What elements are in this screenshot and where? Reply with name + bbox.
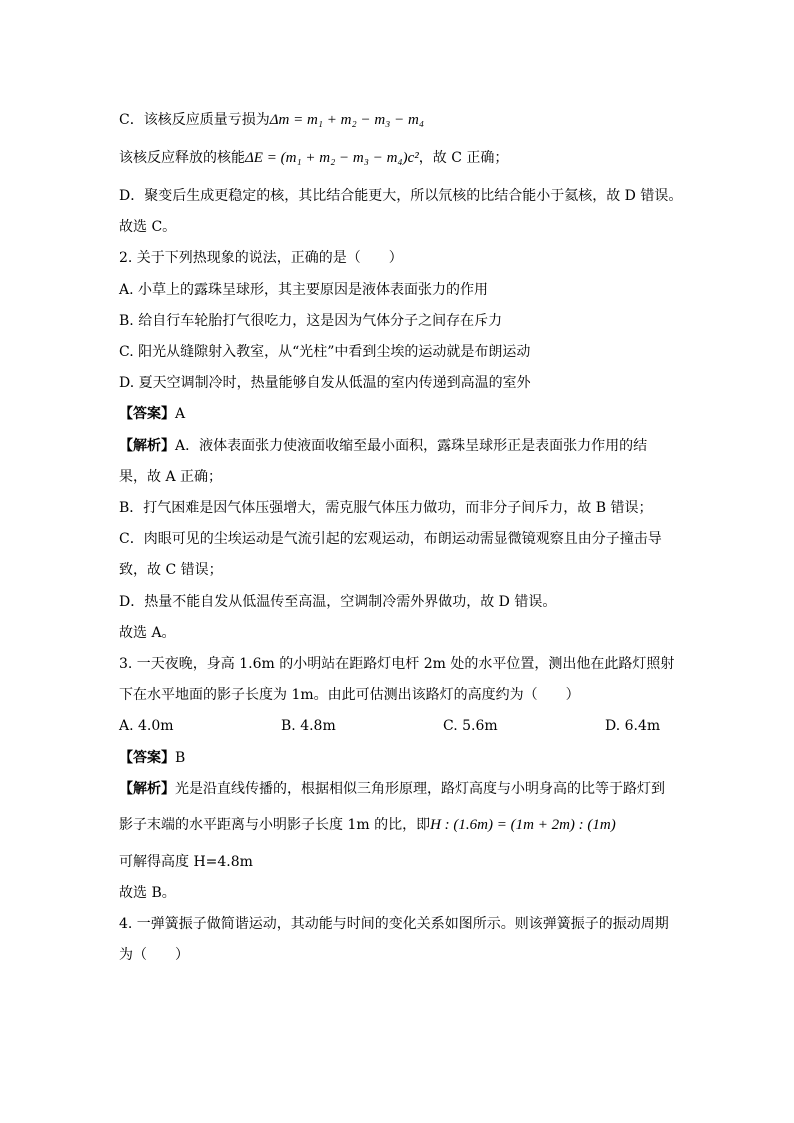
question2-analysis-text-1: A．液体表面张力使液面收缩至最小面积，露珠呈球形正是表面张力作用的结 [175, 438, 648, 454]
question2-analysis-line-6: D．热量不能自发从低温传至高温，空调制冷需外界做功，故 D 错误。 [119, 594, 557, 610]
question3-choice: 故选 B。 [119, 885, 176, 901]
solution1-energy-prefix: 该核反应释放的核能 [119, 150, 245, 166]
question3-option-b: B. 4.8m [281, 718, 336, 734]
question2-analysis-line-4: C．肉眼可见的尘埃运动是气流引起的宏观运动，布朗运动需显微镜观察且由分子撞击导 [119, 531, 662, 547]
question3-option-c: C. 5.6m [443, 718, 498, 734]
solution1-choice: 故选 C。 [119, 219, 177, 235]
question3-analysis-text-1: 光是沿直线传播的，根据相似三角形原理，路灯高度与小明身高的比等于路灯到 [175, 781, 665, 797]
question3-analysis-text-2: 影子末端的水平距离与小明影子长度 1m 的比，即 [119, 817, 431, 833]
question4-stem-line-2: 为（ ） [119, 947, 189, 963]
question2-option-b: B. 给自行车轮胎打气很吃力，这是因为气体分子之间存在斥力 [119, 313, 503, 329]
question3-analysis-label: 【解析】 [119, 781, 175, 797]
question3-analysis-formula: H : (1.6m) = (1m + 2m) : (1m) [430, 817, 616, 833]
question4-stem-line-1: 4. 一弹簧振子做简谐运动，其动能与时间的变化关系如图所示。则该弹簧振子的振动周期 [119, 916, 669, 932]
question3-option-d: D. 6.4m [605, 718, 661, 734]
solution1-c-text: C．该核反应质量亏损为 [119, 112, 270, 128]
solution1-energy-formula: ΔE = (m₁ + m₂ − m₃ − m₄)c² [245, 150, 419, 166]
question2-option-a: A. 小草上的露珠呈球形，其主要原因是液体表面张力的作用 [119, 282, 489, 298]
question2-analysis-line-3: B．打气困难是因气体压强增大，需克服气体压力做功，而非分子间斥力，故 B 错误； [119, 500, 653, 516]
question3-stem-line-2: 下在水平地面的影子长度为 1m。由此可估测出该路灯的高度约为（ ） [119, 687, 580, 703]
solution1-energy-line [119, 148, 508, 168]
question3-analysis-line-2 [119, 815, 616, 835]
question2-answer [119, 404, 185, 424]
solution1-d-line: D．聚变后生成更稳定的核，其比结合能更大，所以氘核的比结合能小于氦核，故 D 错误。 [119, 188, 683, 204]
solution1-energy-suffix: ，故 C 正确； [418, 150, 509, 166]
question2-analysis-line-2: 果，故 A 正确； [119, 469, 223, 485]
solution1-c-line [119, 110, 424, 130]
question3-option-a: A. 4.0m [119, 718, 174, 734]
question2-analysis-line-1 [119, 436, 647, 456]
question2-choice: 故选 A。 [119, 625, 176, 641]
question3-analysis-line-3: 可解得高度 H=4.8m [119, 854, 253, 870]
question2-analysis-label: 【解析】 [119, 438, 175, 454]
question3-analysis-line-1 [119, 779, 665, 799]
question2-answer-label: 【答案】 [119, 406, 175, 422]
solution1-c-formula: Δm = m₁ + m₂ − m₃ − m₄ [269, 112, 425, 128]
question3-answer [119, 748, 185, 768]
question2-analysis-line-5: 致，故 C 错误； [119, 562, 223, 578]
question2-option-c: C. 阳光从缝隙射入教室，从“光柱”中看到尘埃的运动就是布朗运动 [119, 344, 531, 360]
question2-option-d: D. 夏天空调制冷时，热量能够自发从低温的室内传递到高温的室外 [119, 375, 531, 391]
question2-answer-value: A [175, 406, 186, 422]
question2-stem: 2. 关于下列热现象的说法，正确的是（ ） [119, 250, 403, 266]
question3-answer-value: B [175, 750, 186, 766]
question3-stem-line-1: 3. 一天夜晚，身高 1.6m 的小明站在距路灯电杆 2m 处的水平位置，测出他在此路灯照射 [119, 656, 675, 672]
question3-answer-label: 【答案】 [119, 750, 175, 766]
